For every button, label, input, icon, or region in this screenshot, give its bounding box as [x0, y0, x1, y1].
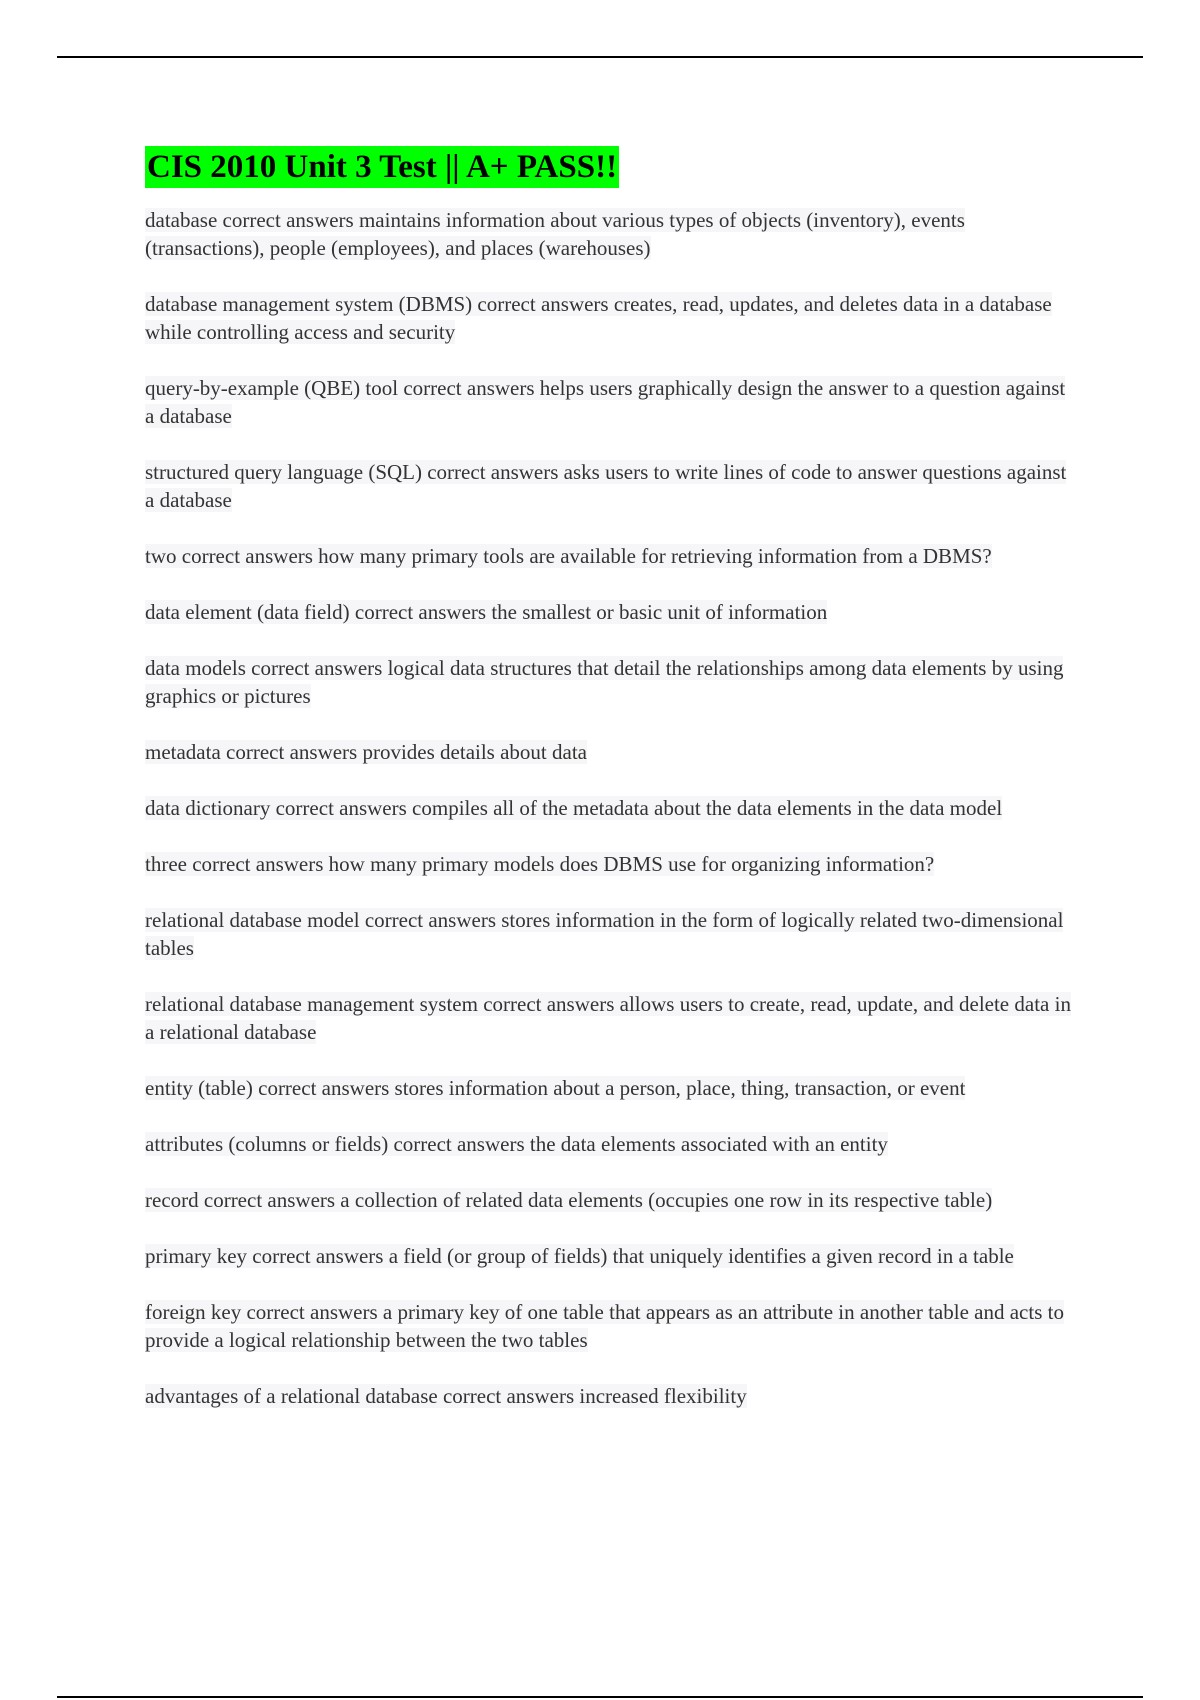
- qa-entry-text: database correct answers maintains information about various types of objects (inventory), events (transactions), people (employees), and places (warehouses): [145, 208, 965, 260]
- qa-entry: [145, 850, 1075, 878]
- document-title: CIS 2010 Unit 3 Test || A+ PASS!!: [145, 146, 619, 188]
- qa-entry: [145, 1242, 1075, 1270]
- qa-entry-text: entity (table) correct answers stores information about a person, place, thing, transaction, or event: [145, 1076, 966, 1100]
- qa-entry-text: attributes (columns or fields) correct answers the data elements associated with an entity: [145, 1132, 888, 1156]
- bottom-rule: [57, 1696, 1143, 1698]
- qa-entry: [145, 374, 1075, 430]
- qa-entry: [145, 542, 1075, 570]
- qa-entry: [145, 598, 1075, 626]
- qa-entry: [145, 990, 1075, 1046]
- qa-entry-text: database management system (DBMS) correct answers creates, read, updates, and deletes data in a database while controlling access and security: [145, 292, 1052, 344]
- qa-entry-text: foreign key correct answers a primary key of one table that appears as an attribute in another table and acts to provide a logical relationship between the two tables: [145, 1300, 1064, 1352]
- qa-entry-text: relational database model correct answers stores information in the form of logically related two-dimensional tables: [145, 908, 1064, 960]
- qa-entry: [145, 906, 1075, 962]
- qa-entry-text: relational database management system correct answers allows users to create, read, update, and delete data in a relational database: [145, 992, 1071, 1044]
- document-body: [145, 146, 1075, 1438]
- qa-entry-text: three correct answers how many primary models does DBMS use for organizing information?: [145, 852, 935, 876]
- top-rule: [57, 56, 1143, 58]
- qa-entry-text: structured query language (SQL) correct answers asks users to write lines of code to answer questions against a database: [145, 460, 1067, 512]
- qa-entry-text: query-by-example (QBE) tool correct answers helps users graphically design the answer to a question against a database: [145, 376, 1066, 428]
- qa-entry-text: data element (data field) correct answers the smallest or basic unit of information: [145, 600, 828, 624]
- qa-entry: [145, 1074, 1075, 1102]
- qa-entry: [145, 1186, 1075, 1214]
- qa-entry: [145, 738, 1075, 766]
- qa-entry-text: two correct answers how many primary tools are available for retrieving information from a DBMS?: [145, 544, 992, 568]
- qa-entry: [145, 1382, 1075, 1410]
- qa-entry: [145, 1130, 1075, 1158]
- qa-entry: [145, 206, 1075, 262]
- qa-entry: [145, 458, 1075, 514]
- qa-entry-text: primary key correct answers a field (or group of fields) that uniquely identifies a given record in a table: [145, 1244, 1014, 1268]
- qa-entry: [145, 794, 1075, 822]
- qa-entry-text: metadata correct answers provides details about data: [145, 740, 587, 764]
- qa-entry-text: advantages of a relational database correct answers increased flexibility: [145, 1384, 747, 1408]
- qa-list: [145, 206, 1075, 1410]
- qa-entry: [145, 654, 1075, 710]
- qa-entry-text: data dictionary correct answers compiles all of the metadata about the data elements in the data model: [145, 796, 1003, 820]
- qa-entry: [145, 1298, 1075, 1354]
- qa-entry: [145, 290, 1075, 346]
- qa-entry-text: data models correct answers logical data structures that detail the relationships among data elements by using graphics or pictures: [145, 656, 1064, 708]
- qa-entry-text: record correct answers a collection of related data elements (occupies one row in its respective table): [145, 1188, 993, 1212]
